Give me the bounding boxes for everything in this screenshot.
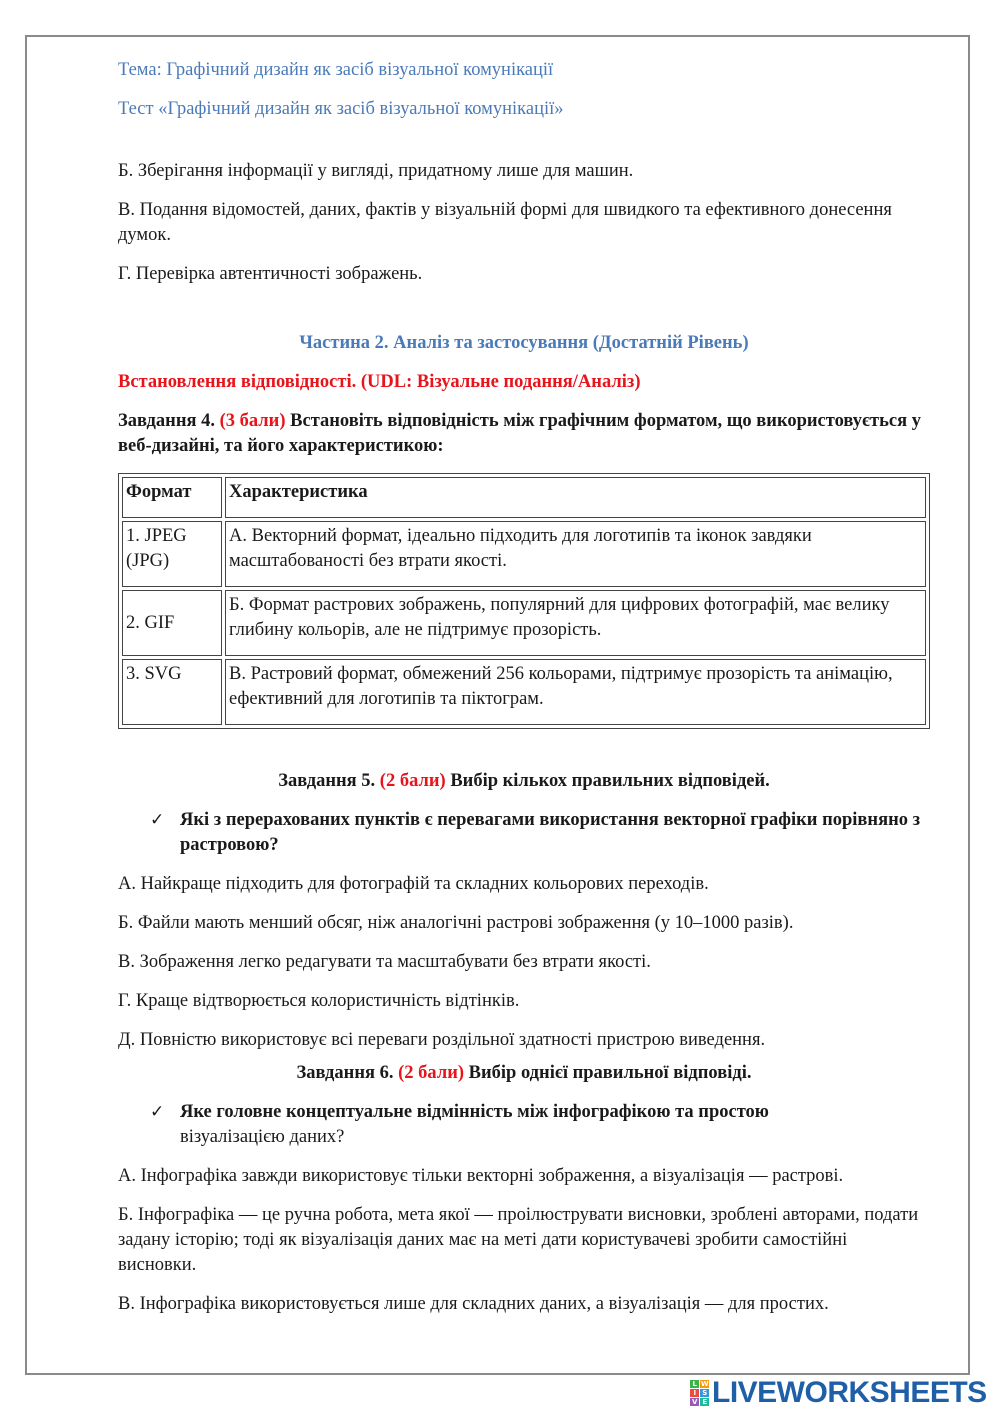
table-header-row xyxy=(122,477,926,518)
format-cell: 1. JPEG (JPG) xyxy=(122,521,222,587)
table-row xyxy=(122,521,926,587)
format-cell: 2. GIF xyxy=(122,590,222,656)
prev-option-v: В. Подання відомостей, даних, фактів у візуальній формі для швидкого та ефективного донесення думок. xyxy=(118,200,892,245)
logo-text: LIVEWORKSHEETS xyxy=(712,1376,987,1409)
task6-question-normal: візуалізацією даних? xyxy=(180,1127,345,1147)
task5-statement xyxy=(118,769,930,794)
task6-label: Завдання 6. xyxy=(296,1063,394,1083)
topic-heading: Тема: Графічний дизайн як засіб візуальної комунікації xyxy=(118,60,554,80)
worksheet-content xyxy=(118,58,930,1317)
task5-option-b: Б. Файли мають менший обсяг, ніж аналогічні растрові зображення (у 10–1000 разів). xyxy=(118,913,794,933)
task4-label: Завдання 4. xyxy=(118,411,215,431)
prev-option-b: Б. Зберігання інформації у вигляді, придатному лише для машин. xyxy=(118,161,634,181)
part2-subtitle: Встановлення відповідності. (UDL: Візуальне подання/Аналіз) xyxy=(118,372,641,392)
table-row xyxy=(122,590,926,656)
task6-option-b: Б. Інфографіка — це ручна робота, мета якої — проілюструвати висновки, зроблені авторами, подати задану історію; тоді як візуалізація даних має на меті дати користувачеві зробити самостійні висновки. xyxy=(118,1205,919,1275)
task6-points: (2 бали) xyxy=(398,1063,465,1083)
task5-question xyxy=(118,808,930,858)
task5-option-g: Г. Краще відтворюється колористичність відтінків. xyxy=(118,991,520,1011)
checkmark-icon: ✓ xyxy=(150,810,165,830)
col-header-characteristic: Характеристика xyxy=(225,477,926,518)
task5-label: Завдання 5. xyxy=(278,771,376,791)
part2-title: Частина 2. Аналіз та застосування (Достатній Рівень) xyxy=(299,333,749,353)
task4-points: (3 бали) xyxy=(219,411,286,431)
characteristic-cell: Б. Формат растрових зображень, популярний для цифрових фотографій, має велику глибину кольорів, але не підтримує прозорість. xyxy=(225,590,926,656)
task5-option-d: Д. Повністю використовує всі переваги роздільної здатності пристрою виведення. xyxy=(118,1030,766,1050)
task6-question-text xyxy=(180,1100,769,1150)
characteristic-cell: А. Векторний формат, ідеально підходить для логотипів та іконок завдяки масштабованості без втрати якості. xyxy=(225,521,926,587)
test-title: Тест «Графічний дизайн як засіб візуальної комунікації» xyxy=(118,99,564,119)
checkmark-icon: ✓ xyxy=(150,1102,165,1122)
task5-option-v: В. Зображення легко редагувати та масштабувати без втрати якості. xyxy=(118,952,651,972)
task6-text: Вибір однієї правильної відповіді. xyxy=(468,1063,752,1083)
task6-statement xyxy=(118,1061,930,1086)
col-header-format: Формат xyxy=(122,477,222,518)
task4-text: Встановіть відповідність між графічним форматом, що використовується у веб-дизайні, та його характеристикою: xyxy=(118,411,921,456)
task6-option-v: В. Інфографіка використовується лише для складних даних, а візуалізація — для простих. xyxy=(118,1294,829,1314)
format-cell: 3. SVG xyxy=(122,659,222,725)
liveworksheets-logo[interactable] xyxy=(690,1378,987,1408)
task5-points: (2 бали) xyxy=(379,771,446,791)
task6-question xyxy=(118,1100,930,1150)
table-row xyxy=(122,659,926,725)
task6-question-bold: Яке головне концептуальне відмінність між інфографікою та простою xyxy=(180,1102,769,1122)
task5-question-text: Які з перерахованих пунктів є перевагами використання векторної графіки порівняно з растровою? xyxy=(180,810,921,855)
task5-text: Вибір кількох правильних відповідей. xyxy=(450,771,770,791)
task6-option-a: А. Інфографіка завжди використовує тільки векторні зображення, а візуалізація — растрові. xyxy=(118,1166,844,1186)
task4-statement xyxy=(118,409,930,459)
prev-option-g: Г. Перевірка автентичності зображень. xyxy=(118,264,423,284)
task5-option-a: А. Найкраще підходить для фотографій та складних кольорових переходів. xyxy=(118,874,709,894)
characteristic-cell: В. Растровий формат, обмежений 256 кольорами, підтримує прозорість та анімацію, ефективний для логотипів та піктограм. xyxy=(225,659,926,725)
format-match-table xyxy=(118,473,930,729)
logo-mark-icon: L W I S V E xyxy=(690,1380,709,1406)
